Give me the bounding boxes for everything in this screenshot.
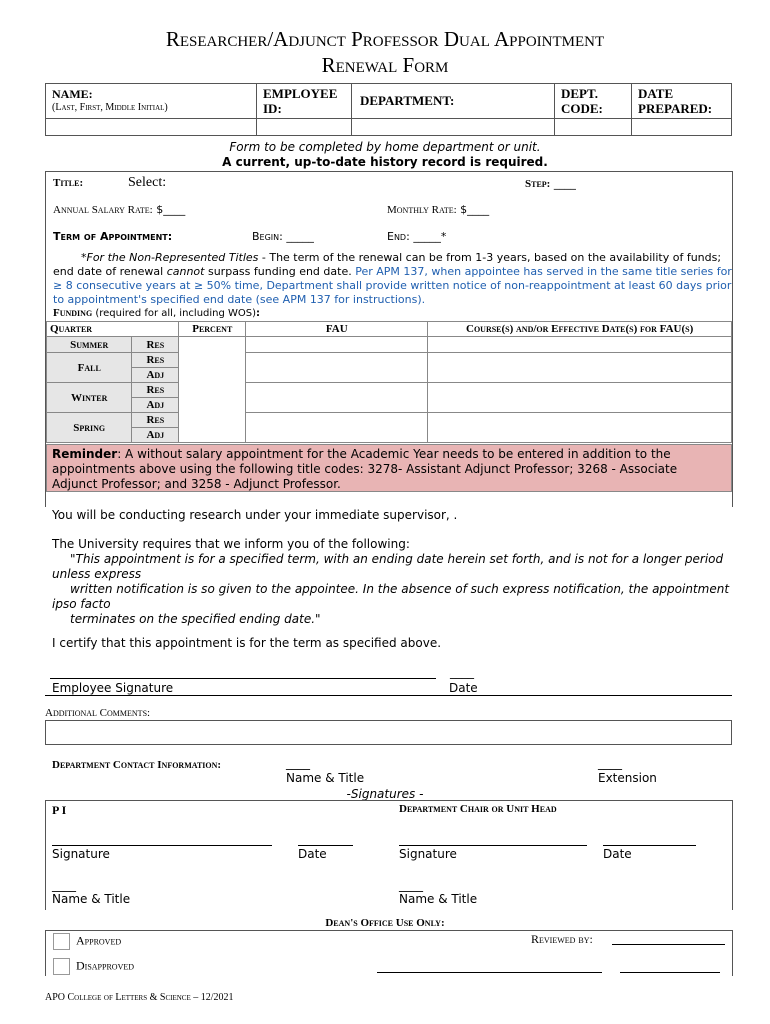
comments-label: Additional Comments: [45,707,151,719]
employee-signature-line[interactable] [50,678,436,679]
reminder-box [46,444,732,492]
pi-name-title-label: Name & Title [52,892,131,906]
inform-text: The University requires that we inform you of the following: [52,537,410,551]
disapproved-checkbox[interactable] [53,958,70,975]
funding-heading [53,307,260,319]
title-select[interactable]: Select: [128,175,167,190]
type-winter-res: Res [132,383,179,398]
signatures-heading: -Signatures - [346,787,424,801]
name-label: NAME: [52,87,93,101]
title-line-2: Renewal Form [321,53,449,77]
quote-1: "This appointment is for a specified term, with an ending date herein set forth, and is not for a longer period unless express [52,552,724,581]
term-note-text-2: surpass funding end date. [204,265,356,278]
chair-name-title-label: Name & Title [399,892,478,906]
pi-signature-label: Signature [52,847,110,861]
term-label: Term of Appointment: [53,230,173,243]
annual-salary-label: Annual Salary Rate: [53,204,153,216]
date-prepared-label: DATE PREPARED: [631,83,732,119]
pi-signature-line[interactable] [52,845,272,846]
date-prepared-input[interactable] [631,118,732,136]
quarter-winter: Winter [47,383,132,413]
title-line-1: Researcher/Adjunct Professor Dual Appointment [165,27,605,51]
section-divider [45,695,732,696]
quarter-fall: Fall [47,353,132,383]
percent-input[interactable] [179,337,246,443]
approved-label: Approved [76,933,122,948]
department-label: DEPARTMENT: [351,83,555,119]
page-title [0,26,770,78]
type-summer-res: Res [132,337,179,353]
chair-signature-label: Signature [399,847,457,861]
course-winter-input[interactable] [428,383,732,413]
course-spring-input[interactable] [428,413,732,443]
approved-checkbox[interactable] [53,933,70,950]
header-fau: FAU [246,322,428,337]
quote-2: written notification is so given to the appointee. In the absence of such express notification, the appointment ipso facto [52,582,730,611]
fau-fall-input[interactable] [246,353,428,383]
dept-code-label: DEPT. CODE: [554,83,632,119]
chair-label: Department Chair or Unit Head [399,803,557,815]
employee-id-input[interactable] [256,118,352,136]
funding-table [46,321,732,443]
funding-label: Funding [53,307,93,319]
begin-label: Begin: [252,230,283,243]
approved-option [53,933,121,950]
funding-colon: : [256,308,261,319]
quarter-spring: Spring [47,413,132,443]
header-quarter: Quarter [47,322,179,337]
instructions [0,140,770,170]
apm-note: Per APM 137, when appointee has served in the same title series for ≥ 8 consecutive years at ≥ 50% time, Department shall provide written notice of non-reappointment at least 60 days prior to appointment's specified end date (see APM 137 for instructions). [53,265,732,306]
type-winter-adj: Adj [132,398,179,413]
contact-name-title-label: Name & Title [286,771,365,785]
dept-code-input[interactable] [554,118,632,136]
contact-extension-blank[interactable]: ____ [598,756,622,770]
term-note [53,251,733,307]
footer-text: APO College of Letters & Science – 12/2021 [45,992,234,1003]
type-spring-res: Res [132,413,179,428]
begin-input[interactable]: _____ [286,230,314,243]
reviewed-by-line[interactable] [612,944,725,945]
dean-label: Dean's Office Use Only: [325,917,445,929]
course-fall-input[interactable] [428,353,732,383]
employee-date-label: Date [449,681,478,695]
employee-date-blank[interactable]: ____ [450,665,474,679]
comments-input[interactable] [45,720,732,745]
quote-3: terminates on the specified ending date." [70,612,321,626]
supervisor-text: You will be conducting research under your immediate supervisor, . [52,508,458,522]
term-note-italic: *For the Non-Represented Titles [81,251,259,264]
quarter-summer: Summer [47,337,132,353]
employee-id-label: EMPLOYEE ID: [256,83,352,119]
header-percent: Percent [179,322,246,337]
reviewed-label: Reviewed by: [531,932,593,946]
title-label: Title: [53,177,84,189]
header-course: Course(s) and/or Effective Date(s) for FAU(s) [428,322,732,337]
course-summer-input[interactable] [428,337,732,353]
monthly-rate-input[interactable]: $____ [460,203,490,216]
table-row [47,413,732,428]
type-fall-res: Res [132,353,179,368]
fau-winter-input[interactable] [246,383,428,413]
chair-signature-line[interactable] [399,845,587,846]
reminder-text: : A without salary appointment for the Academic Year needs to be entered in addition to the appointments above using the following title codes: 3278- Assistant Adjunct Professor; 3268 - Associate Adjunct Professor; and 3258 - Adjunct Professor. [52,447,678,491]
contact-extension-label: Extension [598,771,657,785]
dean-box [45,930,733,976]
chair-date-line[interactable] [603,845,696,846]
table-row [47,353,732,368]
contact-label: Department Contact Information: [52,759,222,771]
fau-spring-input[interactable] [246,413,428,443]
instruction-line-1: Form to be completed by home department or unit. [229,140,541,154]
top-info-table [45,83,732,136]
chair-name-blank[interactable]: ____ [399,878,423,892]
end-label: End: [387,230,410,243]
chair-date-label: Date [603,847,632,861]
annual-salary-input[interactable]: $____ [156,203,186,216]
pi-label: P I [52,803,67,817]
step-input[interactable]: ____ [553,177,576,190]
type-spring-adj: Adj [132,428,179,443]
end-input[interactable]: _____* [413,230,447,243]
table-row [47,383,732,398]
monthly-rate-label: Monthly Rate: [387,204,457,216]
table-row [47,337,732,353]
certify-text: I certify that this appointment is for the term as specified above. [52,636,442,650]
department-input[interactable] [351,118,555,136]
type-fall-adj: Adj [132,368,179,383]
dean-signature-line[interactable] [377,972,602,973]
name-cell [45,83,257,119]
dean-date-line[interactable] [620,972,720,973]
pi-date-label: Date [298,847,327,861]
pi-name-blank[interactable]: ____ [52,878,76,892]
name-input[interactable] [45,118,257,136]
step-label: Step: [525,178,551,190]
fau-summer-input[interactable] [246,337,428,353]
disapproved-label: Disapproved [76,958,135,973]
name-hint: (Last, First, Middle Initial) [52,102,168,113]
contact-name-blank[interactable]: ____ [286,756,310,770]
pi-date-line[interactable] [298,845,353,846]
disapproved-option [53,958,134,975]
table-header-row [47,322,732,337]
instruction-line-2: A current, up-to-date history record is required. [222,155,548,169]
term-note-text: - The term of the renewal can be from 1-3 years, based on the availability of funds; end date of renewal [53,251,722,278]
reminder-label: Reminder [52,447,118,461]
term-note-cannot: cannot [166,265,205,278]
employee-signature-label: Employee Signature [52,681,174,695]
funding-hint: (required for all, including WOS) [95,308,257,319]
